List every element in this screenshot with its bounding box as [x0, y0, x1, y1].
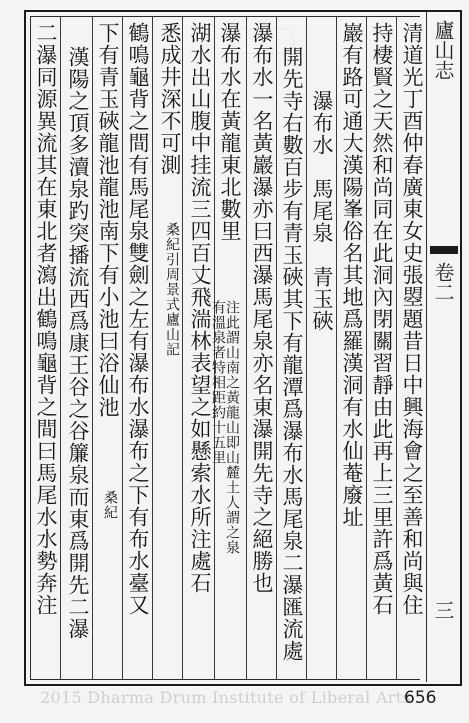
- leaf-number: 三: [431, 600, 455, 620]
- watermark-footer: 2015 Dharma Drum Institute of Liberal Arts: [40, 688, 411, 707]
- column-rule: [276, 16, 277, 680]
- text-column-12: 漢陽之頂多瀆泉趵突播流西爲康王谷之谷簾泉而東爲開先二瀑: [66, 46, 90, 640]
- fishtail-mark: [430, 246, 458, 254]
- citation-note-short: 桑紀: [102, 490, 118, 520]
- column-rule: [366, 16, 367, 680]
- text-column-10: 鶴鳴龜背之間有馬尾泉雙劍之左有瀑布水瀑布之下有布水臺又: [126, 22, 150, 616]
- column-rule: [336, 16, 337, 680]
- text-column-11: 下有青玉硤龍池龍池南下有小池曰浴仙池: [96, 22, 120, 418]
- column-rule: [152, 16, 153, 680]
- annotation-right: 注此謂山南之黃龍山即山麓土人謂之泉: [224, 300, 240, 555]
- column-rule: [182, 16, 183, 680]
- text-column-6: 瀑布水一名黃巖瀑亦曰西瀑馬尾泉亦名東瀑開先寺之絕勝也: [250, 22, 274, 594]
- page-margin-strip: [426, 12, 461, 682]
- text-column-2: 持棲賢之天然和尚同在此洞內閉關習靜由此再上三里許爲黃石: [370, 22, 394, 616]
- column-rule: [246, 16, 247, 680]
- text-column-7: 瀑布水在黃龍東北數里: [218, 22, 242, 242]
- book-title: 廬山志: [431, 20, 455, 80]
- column-rule: [60, 16, 61, 680]
- column-rule: [306, 16, 307, 680]
- text-column-1: 清道光丁酉仲春廣東女史張曌題昔日中興海會之至善和尚與住: [400, 22, 424, 616]
- section-heading: 瀑布水 馬尾泉 青玉硤: [310, 90, 334, 332]
- text-column-5: 開先寺右數百步有青玉硤其下有龍潭爲瀑布水馬尾泉二瀑匯流處: [280, 46, 304, 662]
- text-column-3: 巖有路可通大漢陽峯俗名其地爲羅漢洞有水仙菴廢址: [340, 22, 364, 528]
- column-rule: [122, 16, 123, 680]
- text-column-9: 悉成井深不可測: [158, 22, 182, 176]
- page-number: 656: [404, 688, 437, 708]
- annotation-left: 有溫泉者特相距約十五里: [210, 300, 226, 465]
- text-column-13: 二瀑同源異流其在東北者瀉出鶴鳴龜背之間曰馬尾水水勢奔注: [34, 22, 58, 616]
- column-rule: [396, 16, 397, 680]
- text-column-8: 湖水出山腹中挂流三四百丈飛湍林表望之如懸索水所注處石: [188, 22, 212, 594]
- volume-label: 卷二: [431, 262, 455, 302]
- column-rule: [92, 16, 93, 680]
- citation-note: 桑紀引周景式廬山記: [164, 222, 180, 357]
